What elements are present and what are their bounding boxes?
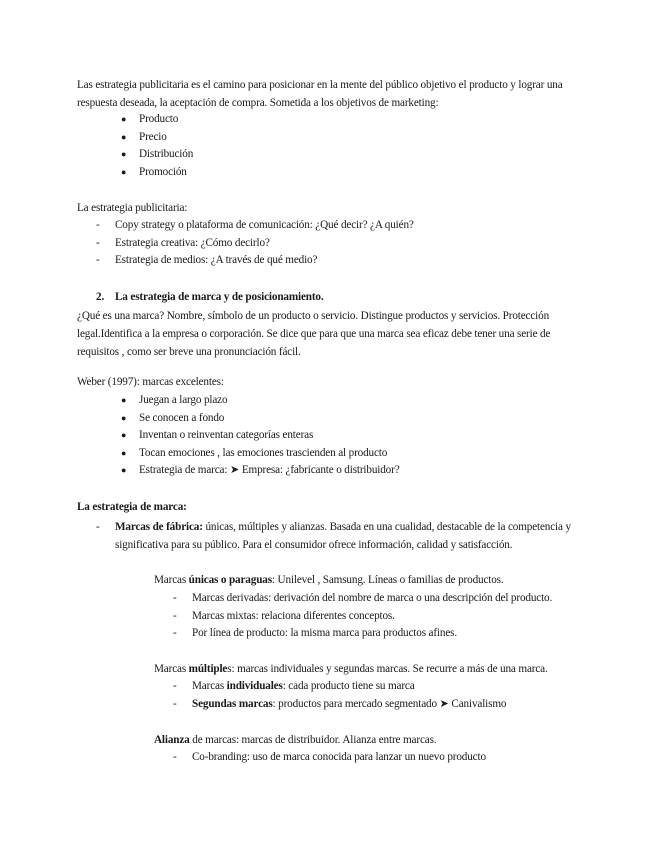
bold-term: únicas o paraguas xyxy=(188,574,272,586)
intro-line: Las estrategia publicitaria es el camino para posicionar en la mente del público objetivo el producto y lograr una xyxy=(77,79,563,91)
dash-marker: - xyxy=(173,627,177,640)
weber-list xyxy=(77,392,582,480)
brand-definition-paragraph xyxy=(77,307,582,361)
bullet-icon: ● xyxy=(121,395,127,405)
list-item: - Co-branding: uso de marca conocida para lanzar un nuevo producto xyxy=(77,749,582,767)
list-item: ● Inventan o reinventan categorías enteras xyxy=(77,427,582,445)
section-number: 2. xyxy=(96,291,105,303)
dash-marker: - xyxy=(96,219,100,231)
intro-paragraph xyxy=(77,76,582,112)
section-heading xyxy=(77,288,601,306)
list-item: ● Precio xyxy=(77,129,582,147)
section-title: La estrategia de marca y de posicionamiento. xyxy=(115,291,324,303)
bullet-icon: ● xyxy=(121,465,127,476)
dash-marker: - xyxy=(173,609,177,622)
bullet-icon: ● xyxy=(121,412,127,423)
list-item: - Marcas derivadas: derivación del nombre de marca o una descripción del producto. xyxy=(77,590,582,608)
strategy-list xyxy=(77,217,582,270)
list-item: ● Estrategia de marca: ➤ Empresa: ¿fabricante o distribuidor? xyxy=(77,462,582,480)
multiples-list xyxy=(77,678,582,713)
list-item: - Estrategia creativa: ¿Cómo decirlo? xyxy=(77,235,582,253)
paragraph-line: ¿Qué es una marca? Nombre, símbolo de un producto o servicio. Distingue productos y servicios. Protección xyxy=(77,310,550,322)
bold-term: Segundas marcas xyxy=(192,697,273,710)
list-item: - Segundas marcas: productos para mercado segmentado ➤ Canivalismo xyxy=(77,696,582,714)
bold-term: Marcas de fábrica: xyxy=(115,521,203,533)
brand-fabrica-item: - Marcas de fábrica: únicas, múltiples y alianzas. Basada en una cualidad, destacable de la competencia y significativa para su público. Para el consumidor ofrece información, calidad y satisfacción. xyxy=(77,518,620,554)
objectives-list xyxy=(77,111,582,181)
list-item: - Estrategia de medios: ¿A través de qué medio? xyxy=(77,252,582,270)
alianza-list xyxy=(77,749,582,767)
dash-marker: - xyxy=(173,592,177,604)
dash-marker: - xyxy=(173,680,177,692)
dash-marker: - xyxy=(96,254,100,267)
bold-term: múltiple xyxy=(188,663,228,675)
bullet-icon: ● xyxy=(121,114,127,124)
dash-marker: - xyxy=(96,521,100,533)
bullet-icon: ● xyxy=(121,131,127,142)
list-item: ● Distribución xyxy=(77,146,582,164)
bullet-icon: ● xyxy=(121,166,127,177)
bold-term: individuales xyxy=(226,680,283,692)
bullet-icon: ● xyxy=(121,447,127,458)
list-item: - Marcas individuales: cada producto tiene su marca xyxy=(77,678,582,696)
list-item: - Por línea de producto: la misma marca para productos afines. xyxy=(77,625,582,643)
bold-term: Alianza xyxy=(154,734,190,746)
weber-heading: Weber (1997): marcas excelentes: xyxy=(77,376,224,388)
unicas-heading: Marcas únicas o paraguas: Unilevel , Samsung. Líneas o familias de productos. xyxy=(154,574,504,586)
list-item: - Copy strategy o plataforma de comunicación: ¿Qué decir? ¿A quién? xyxy=(77,217,582,235)
brand-strategy-heading: La estrategia de marca: xyxy=(77,501,187,513)
dash-marker: - xyxy=(96,236,100,249)
list-item: ● Producto xyxy=(77,111,582,129)
list-item: ● Se conocen a fondo xyxy=(77,410,582,428)
list-item: ● Tocan emociones , las emociones trascienden al producto xyxy=(77,445,582,463)
alianza-heading: Alianza de marcas: marcas de distribuidor. Alianza entre marcas. xyxy=(154,734,437,746)
unicas-list xyxy=(77,590,582,643)
paragraph-line: legal.Identifica a la empresa o corporación. Se dice que para que una marca sea eficaz debe tener una serie de xyxy=(77,328,551,340)
dash-marker: - xyxy=(173,751,177,763)
bullet-icon: ● xyxy=(121,430,127,441)
list-item: ● Juegan a largo plazo xyxy=(77,392,582,410)
paragraph-line: requisitos , como ser breve una pronunciación fácil. xyxy=(77,346,301,358)
intro-line: respuesta deseada, la aceptación de compra. Sometida a los objetivos de marketing: xyxy=(77,97,439,109)
strategy-heading: La estrategia publicitaria: xyxy=(77,202,188,214)
dash-marker: - xyxy=(173,697,177,710)
list-item: ● Promoción xyxy=(77,164,582,182)
bullet-icon: ● xyxy=(121,149,127,160)
list-item: - Marcas mixtas: relaciona diferentes conceptos. xyxy=(77,608,582,626)
multiples-heading: Marcas múltiples: marcas individuales y segundas marcas. Se recurre a más de una marca. xyxy=(154,663,548,675)
